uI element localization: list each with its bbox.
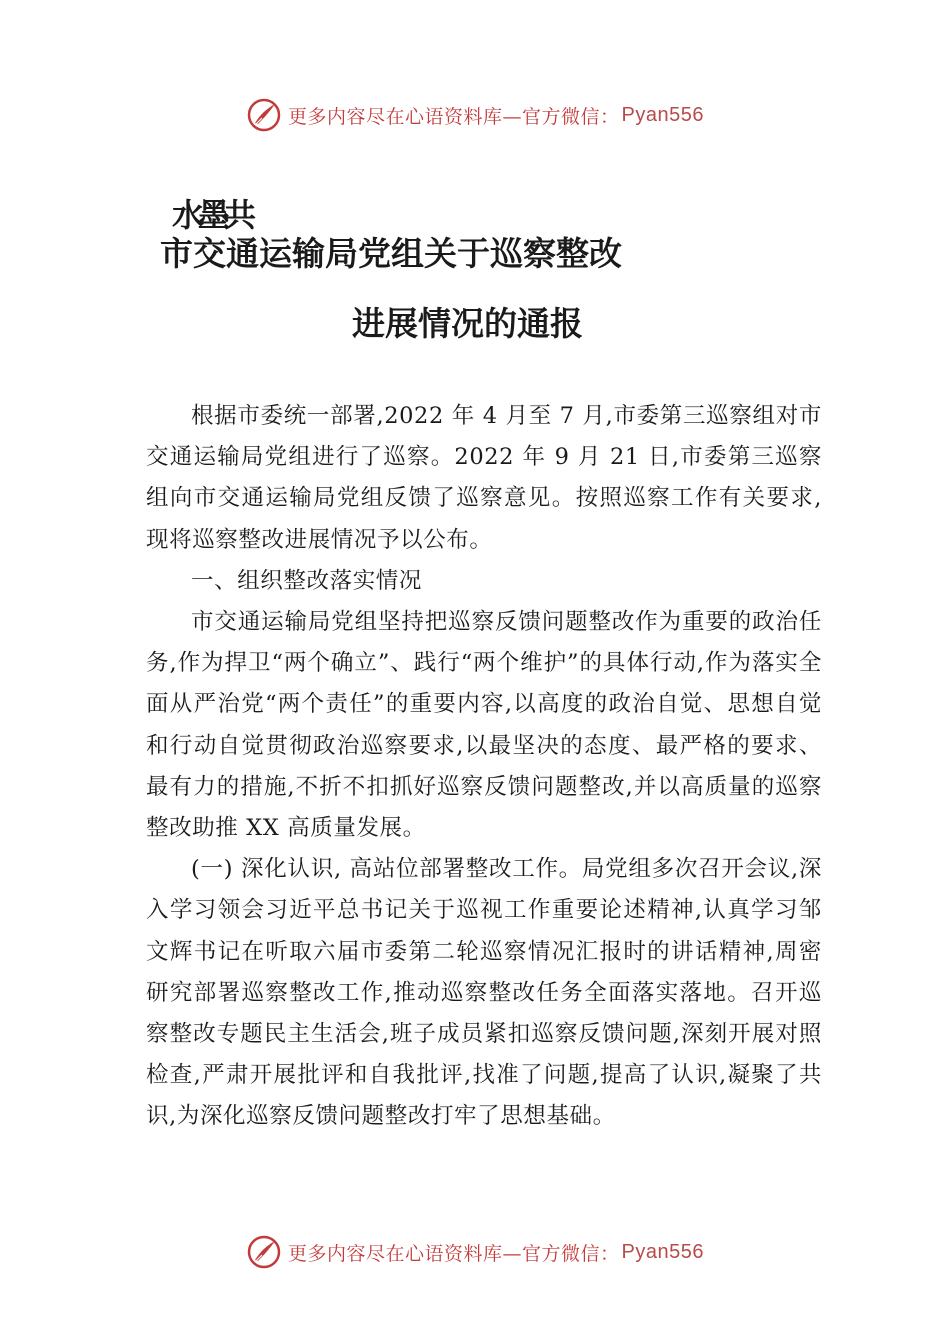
document-title-line2: 进展情况的通报 xyxy=(352,304,583,343)
quill-logo-icon xyxy=(246,97,282,133)
paragraph-item-1: (一) 深化认识, 高站位部署整改工作。局党组多次召开会议,深入学习领会习近平总书记关于巡视工作重要论述精神,认真学习邹文辉书记在听取六届市委第二轮巡察情况汇报时的讲话精神,周密研究部署巡察整改工作,推动巡察整改任务全面落实落地。召开巡察整改专题民主生活会,班子成员紧扣巡察反馈问题,深刻开展对照检查,严肃开展批评和自我批评,找准了问题,提高了认识,凝聚了共识,为深化巡察反馈问题整改打牢了思想基础。 xyxy=(146,856,822,1130)
watermark-handle: Pyan556 xyxy=(621,1240,704,1263)
watermark-banner-top xyxy=(0,95,950,135)
watermark-text: 更多内容尽在心语资料库—官方微信： xyxy=(288,105,620,128)
paragraph-overview: 市交通运输局党组坚持把巡察反馈问题整改作为重要的政治任务,作为捍卫“两个确立”、践行“两个维护”的具体行动,作为落实全面从严治党“两个责任”的重要内容,以高度的政治自觉、思想自觉和行动自觉贯彻政治巡察要求,以最坚决的态度、最严格的要求、最有力的措施,不折不扣抓好巡察反馈问题整改,并以高质量的巡察整改助推 XX 高质量发展。 xyxy=(146,609,822,842)
watermark-banner-bottom xyxy=(0,1232,950,1272)
document-body xyxy=(146,396,822,1138)
quill-logo-icon xyxy=(246,1234,282,1270)
document-title-line1: 市交通运输局党组关于巡察整改 xyxy=(160,234,622,273)
watermark-handle: Pyan556 xyxy=(621,103,704,126)
paragraph-intro: 根据市委统一部署,2022 年 4 月至 7 月,市委第三巡察组对市交通运输局党组进行了巡察。2022 年 9 月 21 日,市委第三巡察组向市交通运输局党组反馈了巡察意见。按照巡察工作有关要求,现将巡察整改进展情况予以公布。 xyxy=(146,403,822,553)
watermark-text: 更多内容尽在心语资料库—官方微信： xyxy=(288,1242,620,1265)
header-garbled-mark: 水墨共 xyxy=(172,196,251,234)
section-heading: 一、组织整改落实情况 xyxy=(191,567,423,594)
